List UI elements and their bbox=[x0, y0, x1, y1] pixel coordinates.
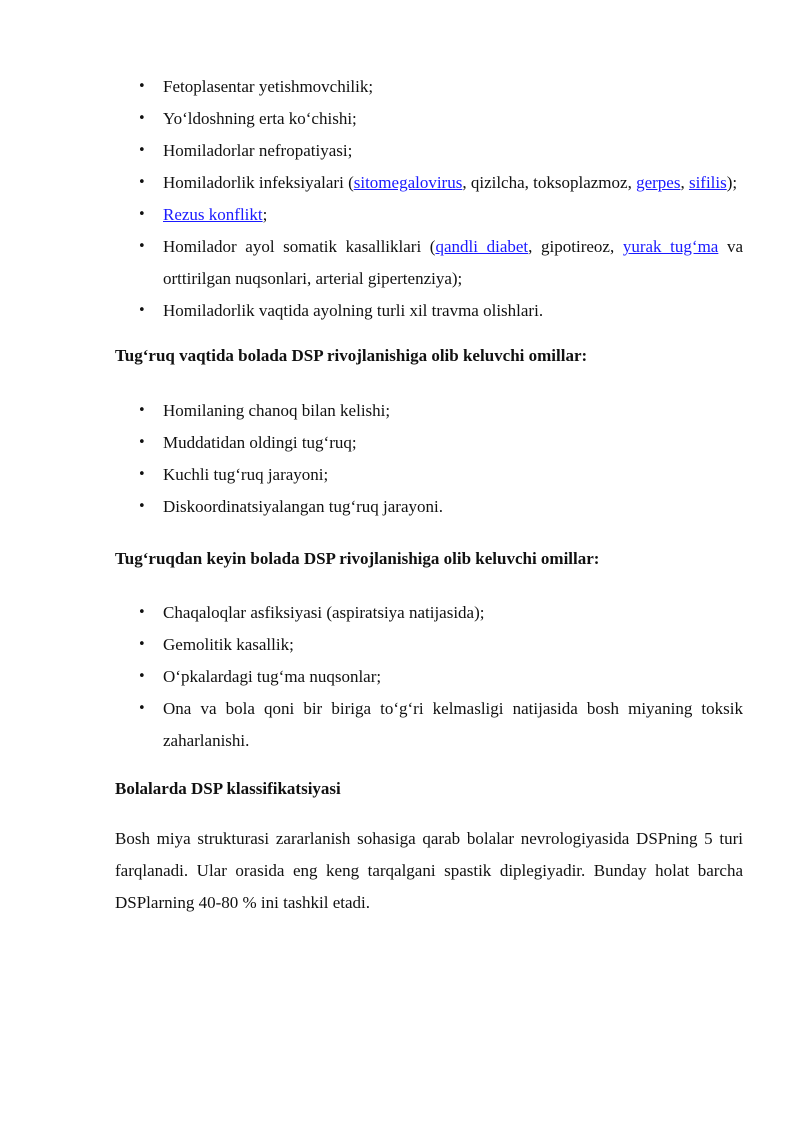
link-rezus-konflikt[interactable]: Rezus konflikt bbox=[163, 205, 263, 224]
section-heading-classification: Bolalarda DSP klassifikatsiyasi bbox=[115, 779, 341, 798]
list-item: • Gemolitik kasallik; bbox=[115, 629, 743, 661]
list-item: • Ona va bola qoni bir biriga to‘g‘ri kelmasligi natijasida bosh miyaning toksik zaharlanishi. bbox=[115, 693, 743, 757]
prenatal-factors-list bbox=[115, 71, 743, 327]
link-qandli-diabet[interactable]: qandli diabet bbox=[435, 237, 529, 256]
link-yurak-tugma[interactable]: yurak tug‘ma bbox=[622, 237, 719, 256]
link-gerpes[interactable]: gerpes bbox=[636, 173, 681, 192]
list-item: • Muddatidan oldingi tug‘ruq; bbox=[115, 427, 743, 459]
document-page bbox=[115, 70, 743, 919]
link-sifilis[interactable]: sifilis bbox=[688, 173, 727, 192]
list-item: • Chaqaloqlar asfiksiyasi (aspiratsiya natijasida); bbox=[115, 597, 743, 629]
list-item: • Yo‘ldoshning erta ko‘chishi; bbox=[115, 103, 743, 135]
list-item: • Homiladorlik vaqtida ayolning turli xil travma olishlari. bbox=[115, 295, 743, 327]
list-item: • Homilaning chanoq bilan kelishi; bbox=[115, 395, 743, 427]
body-paragraph: Bosh miya strukturasi zararlanish sohasiga qarab bolalar nevrologiyasida DSPning 5 turi farqlanadi. Ular orasida eng keng tarqalgani spastik diplegiyadir. Bunday holat barcha DSPlarning 40-80 % ini tashkil etadi. bbox=[115, 829, 743, 912]
list-item: • Rezus konflikt; bbox=[115, 199, 743, 231]
intrapartum-factors-list bbox=[115, 395, 743, 523]
postnatal-factors-list bbox=[115, 597, 743, 757]
link-sitomegalovirus[interactable]: sitomegalovirus bbox=[353, 173, 463, 192]
section-heading-intrapartum: Tug‘ruq vaqtida bolada DSP rivojlanishiga olib keluvchi omillar: bbox=[115, 346, 588, 365]
list-item: • Homiladorlik infeksiyalari (sitomegalovirus, qizilcha, toksoplazmoz, gerpes, sifilis); bbox=[115, 167, 743, 199]
list-item: • O‘pkalardagi tug‘ma nuqsonlar; bbox=[115, 661, 743, 693]
list-item: • Kuchli tug‘ruq jarayoni; bbox=[115, 459, 743, 491]
section-heading-postnatal: Tug‘ruqdan keyin bolada DSP rivojlanishiga olib keluvchi omillar: bbox=[115, 549, 600, 568]
list-item: • Homiladorlar nefropatiyasi; bbox=[115, 135, 743, 167]
list-item: • Fetoplasentar yetishmovchilik; bbox=[115, 71, 743, 103]
list-item: • Diskoordinatsiyalangan tug‘ruq jarayoni. bbox=[115, 491, 743, 523]
list-item: • Homilador ayol somatik kasalliklari (qandli diabet, gipotireoz, yurak tug‘ma va orttirilgan nuqsonlari, arterial gipertenziya); bbox=[115, 231, 743, 295]
